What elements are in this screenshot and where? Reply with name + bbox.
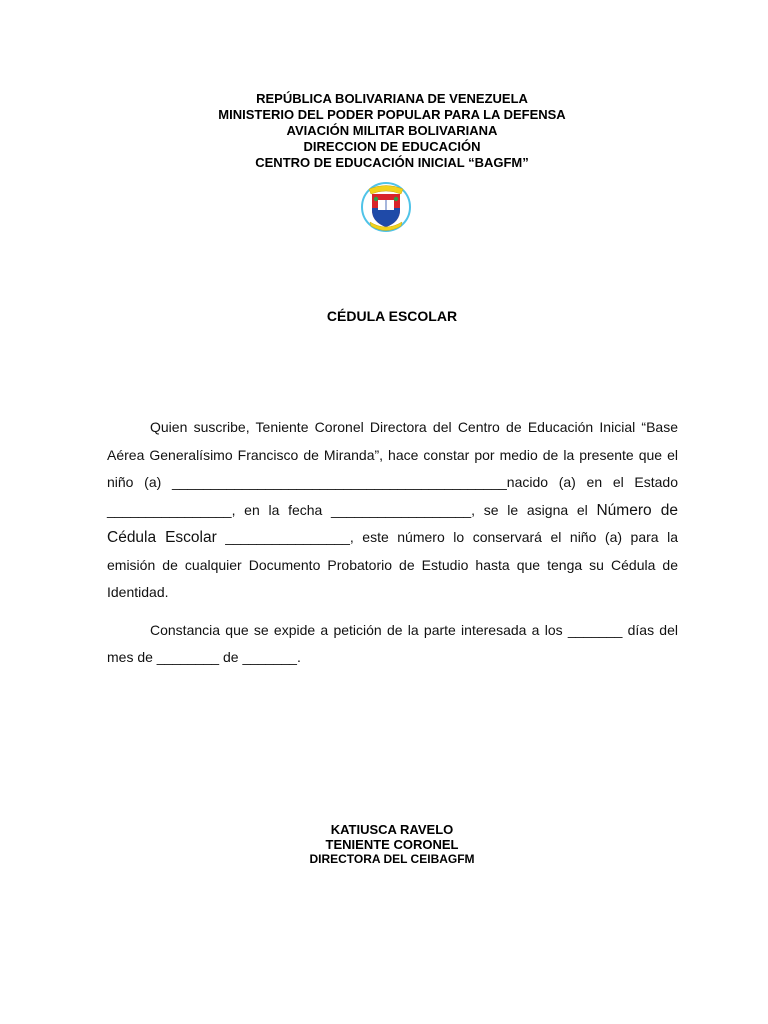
document-title: CÉDULA ESCOLAR: [326, 308, 458, 324]
school-crest-icon: [357, 180, 415, 234]
signatory-rank: TENIENTE CORONEL: [325, 837, 459, 852]
cedula-number-label: Número de Cédula Escolar: [107, 501, 678, 546]
signatory-position: DIRECTORA DEL CEIBAGFM: [309, 852, 475, 866]
header-line-1: REPÚBLICA BOLIVARIANA DE VENEZUELA: [256, 91, 528, 106]
header-line-4: DIRECCION DE EDUCACIÓN: [303, 139, 481, 154]
header-line-5: CENTRO DE EDUCACIÓN INICIAL “BAGFM”: [255, 155, 529, 170]
signature-block: [0, 822, 768, 867]
header-line-3: AVIACIÓN MILITAR BOLIVARIANA: [286, 123, 498, 138]
signatory-name: KATIUSCA RAVELO: [330, 822, 454, 837]
body-paragraph-2: [107, 617, 678, 672]
document-body: [107, 414, 678, 672]
paragraph-1-start: Quien suscribe, Teniente Coronel Directora del Centro de Educación Inicial “Base Aérea Generalísimo Francisco de Miranda”, hace constar por medio de la presente que el niño (a) ___________________________________________nacido (a) en el Estado ________________, en la fecha __________________, se le asigna el: [107, 419, 678, 518]
institution-header: [0, 91, 768, 171]
header-line-2: MINISTERIO DEL PODER POPULAR PARA LA DEFENSA: [218, 107, 566, 122]
paragraph-1-end: ________________, este número lo conservará el niño (a) para la emisión de cualquier Documento Probatorio de Estudio hasta que tenga su Cédula de Identidad.: [107, 529, 678, 600]
paragraph-2-text: Constancia que se expide a petición de la parte interesada a los _______ días del mes de ________ de _______.: [107, 621, 678, 665]
body-paragraph-1: [107, 414, 678, 607]
